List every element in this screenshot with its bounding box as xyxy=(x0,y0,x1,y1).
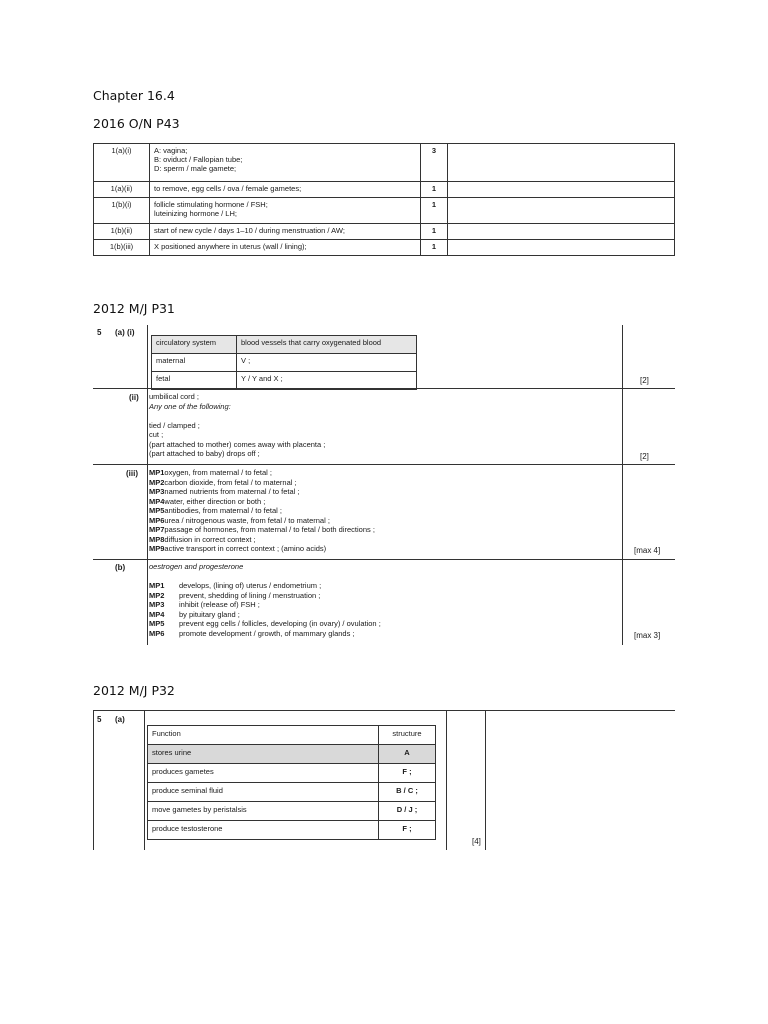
table-row xyxy=(152,354,417,372)
guidance-cell xyxy=(448,144,675,182)
answer-line xyxy=(149,544,375,554)
answer-line xyxy=(149,610,381,620)
answer-line: X positioned anywhere in uterus (wall / lining); xyxy=(154,242,307,251)
table-row xyxy=(148,821,436,840)
column-divider xyxy=(622,325,623,645)
table-header-cell: Function xyxy=(148,726,379,745)
answer-line: (part attached to baby) drops off ; xyxy=(149,449,260,458)
table-cell: produces gametes xyxy=(148,764,379,783)
part-label: (ii) xyxy=(129,393,139,402)
marking-point-text: antibodies, from maternal / to fetal ; xyxy=(164,506,282,515)
marking-point-label: MP4 xyxy=(149,609,165,619)
marking-point-label: MP1 xyxy=(149,468,165,477)
row-divider xyxy=(93,559,675,560)
marking-point-text: develops, (lining of) uterus / endometrium ; xyxy=(179,581,322,590)
table-header-cell: structure xyxy=(379,726,436,745)
guidance-cell xyxy=(448,198,675,224)
table-cell: maternal xyxy=(152,354,237,372)
marks-cell: 1 xyxy=(421,198,448,224)
paper-heading-2012-mj-p32: 2012 M/J P32 xyxy=(93,683,175,698)
column-divider xyxy=(147,325,148,645)
table-header-cell: circulatory system xyxy=(152,336,237,354)
answer-block xyxy=(149,468,375,554)
answer-line xyxy=(149,478,375,488)
table-row xyxy=(94,240,675,256)
row-divider xyxy=(93,710,675,711)
part-label: (a) xyxy=(115,715,125,724)
marking-point-label: MP4 xyxy=(149,496,165,506)
answer-block xyxy=(149,392,325,459)
answer-line: B: oviduct / Fallopian tube; xyxy=(154,155,243,164)
table-row xyxy=(152,372,417,390)
answer-line: Any one of the following: xyxy=(149,401,231,411)
answer-line: to remove, egg cells / ova / female gametes; xyxy=(154,184,302,193)
answer-line xyxy=(149,600,381,610)
guidance-cell xyxy=(448,240,675,256)
answer-line xyxy=(149,619,381,629)
table-cell: V ; xyxy=(237,354,417,372)
marking-point-label: MP2 xyxy=(149,590,165,600)
column-divider xyxy=(446,710,447,850)
marking-point-text: diffusion in correct context ; xyxy=(164,534,256,544)
answer-line: D: sperm / male gamete; xyxy=(154,164,237,173)
marking-point-text: active transport in correct context ; (amino acids) xyxy=(164,544,327,553)
table-row xyxy=(152,336,417,354)
column-divider xyxy=(485,710,486,850)
answer-line xyxy=(149,506,375,516)
part-label: (a) (i) xyxy=(115,328,135,337)
question-number: 1(a)(ii) xyxy=(94,182,150,198)
table-row xyxy=(148,745,436,764)
table-cell: F ; xyxy=(379,764,436,783)
marking-point-label: MP5 xyxy=(149,619,165,628)
answer-line: oestrogen and progesterone xyxy=(149,562,244,571)
question-number: 5 xyxy=(97,328,102,337)
answer-line xyxy=(149,591,381,601)
table-row xyxy=(94,144,675,182)
table-row xyxy=(94,182,675,198)
marks-cell: 1 xyxy=(421,224,448,240)
table-cell: fetal xyxy=(152,372,237,390)
row-divider xyxy=(93,388,675,389)
marks-cell: 1 xyxy=(421,240,448,256)
table-cell: produce seminal fluid xyxy=(148,783,379,802)
marking-point-text: inhibit (release of) FSH ; xyxy=(179,600,260,609)
marking-point-label: MP7 xyxy=(149,525,165,534)
table-row xyxy=(148,726,436,745)
circulation-table xyxy=(151,335,417,390)
answer-line xyxy=(149,581,381,591)
marks-cell: 3 xyxy=(421,144,448,182)
answer-line: luteinizing hormone / LH; xyxy=(154,209,237,218)
paper-heading-2016-on-p43: 2016 O/N P43 xyxy=(93,116,180,131)
marking-point-text: named nutrients from maternal / to fetal ; xyxy=(164,487,300,496)
answer-line xyxy=(149,535,375,545)
answer-line: start of new cycle / days 1–10 / during menstruation / AW; xyxy=(154,226,345,235)
marking-point-text: prevent, shedding of lining / menstruation ; xyxy=(179,590,321,600)
answer-line xyxy=(149,468,375,478)
marking-point-label: MP3 xyxy=(149,487,165,496)
table-cell: stores urine xyxy=(148,745,379,764)
answer-cell xyxy=(150,182,421,198)
column-divider xyxy=(144,710,145,850)
table-cell: B / C ; xyxy=(379,783,436,802)
function-structure-table xyxy=(147,725,436,840)
answer-line xyxy=(149,487,375,497)
answer-cell xyxy=(150,240,421,256)
blank-line xyxy=(149,572,381,582)
answer-line: follicle stimulating hormone / FSH; xyxy=(154,200,268,209)
marking-point-text: urea / nitrogenous waste, from fetal / to maternal ; xyxy=(164,515,330,525)
answer-line xyxy=(149,497,375,507)
answer-line: tied / clamped ; xyxy=(149,420,200,430)
answer-cell xyxy=(150,224,421,240)
answer-cell xyxy=(150,144,421,182)
answer-line: cut ; xyxy=(149,430,164,439)
marking-point-text: by pituitary gland ; xyxy=(179,609,240,619)
paper-heading-2012-mj-p31: 2012 M/J P31 xyxy=(93,301,175,316)
question-number: 1(b)(ii) xyxy=(94,224,150,240)
answer-line xyxy=(149,525,375,535)
marks-cell: 1 xyxy=(421,182,448,198)
blank-line xyxy=(149,411,325,421)
marks-label: [max 3] xyxy=(634,631,661,640)
answer-line xyxy=(149,516,375,526)
marking-point-label: MP6 xyxy=(149,515,165,525)
guidance-cell xyxy=(448,182,675,198)
table-row xyxy=(148,802,436,821)
chapter-heading: Chapter 16.4 xyxy=(93,88,175,103)
mark-scheme-table-2012-p31 xyxy=(93,325,675,645)
marking-point-label: MP5 xyxy=(149,506,165,515)
answer-line: umbilical cord ; xyxy=(149,392,200,401)
marking-point-text: oxygen, from maternal / to fetal ; xyxy=(164,468,272,477)
table-cell: move gametes by peristalsis xyxy=(148,802,379,821)
part-label: (b) xyxy=(115,563,126,572)
answer-line xyxy=(149,629,381,639)
question-number: 1(b)(iii) xyxy=(94,240,150,256)
question-number: 1(b)(i) xyxy=(94,198,150,224)
table-row xyxy=(94,224,675,240)
marking-point-text: carbon dioxide, from fetal / to maternal ; xyxy=(164,477,297,487)
marks-label: [2] xyxy=(640,376,649,385)
question-number: 1(a)(i) xyxy=(94,144,150,182)
answer-block xyxy=(149,562,381,638)
marking-point-text: promote development / growth, of mammary glands ; xyxy=(179,628,355,638)
table-cell: produce testosterone xyxy=(148,821,379,840)
marking-point-label: MP6 xyxy=(149,628,165,638)
marking-point-label: MP2 xyxy=(149,477,165,487)
table-cell: Y / Y and X ; xyxy=(237,372,417,390)
column-divider xyxy=(93,710,94,850)
mark-scheme-table-2016 xyxy=(93,143,675,256)
marking-point-text: prevent egg cells / follicles, developing (in ovary) / ovulation ; xyxy=(179,619,381,628)
table-row xyxy=(148,783,436,802)
marking-point-label: MP1 xyxy=(149,581,165,590)
mark-scheme-table-2012-p32 xyxy=(93,710,675,850)
marking-point-label: MP3 xyxy=(149,600,165,609)
marks-label: [4] xyxy=(472,837,481,846)
marks-label: [2] xyxy=(640,452,649,461)
part-label: (iii) xyxy=(126,469,138,478)
answer-cell xyxy=(150,198,421,224)
row-divider xyxy=(93,464,675,465)
answer-line: A: vagina; xyxy=(154,146,188,155)
question-number: 5 xyxy=(97,715,102,724)
table-header-cell: blood vessels that carry oxygenated blood xyxy=(237,336,417,354)
table-row xyxy=(94,198,675,224)
table-cell: D / J ; xyxy=(379,802,436,821)
table-cell: A xyxy=(379,745,436,764)
table-row xyxy=(148,764,436,783)
marks-label: [max 4] xyxy=(634,546,661,555)
marking-point-label: MP8 xyxy=(149,534,165,544)
table-cell: F ; xyxy=(379,821,436,840)
marking-point-label: MP9 xyxy=(149,544,165,553)
marking-point-text: passage of hormones, from maternal / to fetal / both directions ; xyxy=(164,525,375,534)
guidance-cell xyxy=(448,224,675,240)
marking-point-text: water, either direction or both ; xyxy=(164,496,266,506)
answer-line: (part attached to mother) comes away with placenta ; xyxy=(149,439,326,449)
